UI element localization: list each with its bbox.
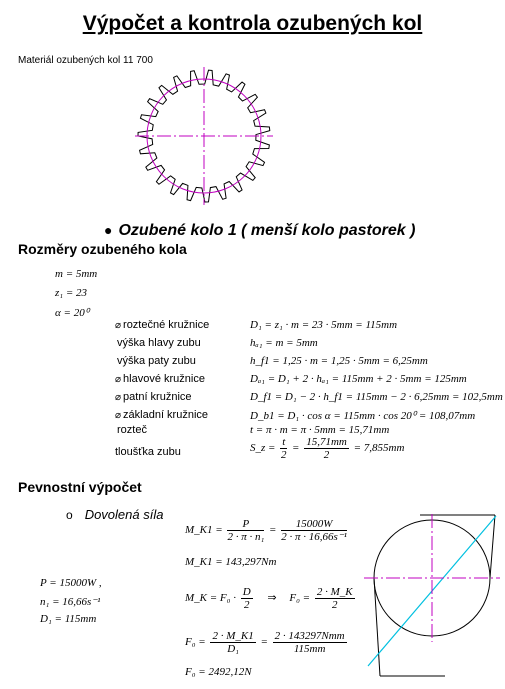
dim-row-label: ⌀ patní kružnice — [115, 391, 192, 403]
dim-row-label: rozteč — [117, 424, 147, 436]
dim-row-label: ⌀ roztečné kružnice — [115, 319, 210, 331]
dim-row-formula: D₁ = z₁ · m = 23 · 5mm = 115mm — [250, 319, 398, 331]
material-text: Materiál ozubených kol 11 700 — [18, 55, 153, 66]
dim-row-label: výška hlavy zubu — [117, 337, 201, 349]
force-result: F₀ = 2492,12N — [185, 666, 252, 678]
dim-row-formula: D_b1 = D₁ · cos α = 115mm · cos 20⁰ = 108,07mm — [250, 410, 476, 422]
sub-heading — [66, 506, 163, 524]
given-power: P = 15000W , — [40, 577, 102, 589]
force-diagram — [360, 512, 500, 682]
param-module: m = 5mm — [55, 268, 98, 280]
sub-heading-text: Dovolená síla — [84, 507, 164, 522]
torque-formula: M_K1 = $\frac{P}{\text{2 · π · n₁}}$ = $\frac{15000W}{\text{2 · π · 16,66s⁻¹}}$ — [185, 518, 347, 543]
force-diagram-right-edge — [490, 515, 495, 578]
dim-row-formula: Dₐ₁ = D₁ + 2 · hₐ₁ = 115mm + 2 · 5mm = 125mm — [250, 373, 467, 385]
gear-heading-text: Ozubené kolo 1 ( menší kolo pastorek ) — [118, 222, 416, 239]
force-diagram-left-edge — [374, 578, 380, 676]
given-speed: n₁ = 16,66s⁻¹ — [40, 596, 101, 608]
sub-bullet: o — [66, 508, 73, 522]
gear-drawing — [135, 67, 273, 205]
page-title: Výpočet a kontrola ozubených kol — [82, 12, 423, 35]
dim-row-label: výška paty zubu — [117, 355, 196, 367]
dim-row-label: ⌀ hlavové kružnice — [115, 373, 205, 385]
dim-row-label: ⌀ základní kružnice — [115, 409, 209, 421]
dim-row-formula: t = π · m = π · 5mm = 15,71mm — [250, 424, 390, 436]
thickness-formula: S_z = $\frac{t}{2}$ = $\frac{15,71mm}{2}$ = 7,855mm — [250, 436, 405, 461]
given-diameter: D₁ = 115mm — [40, 613, 97, 625]
torque-result: M_K1 = 143,297Nm — [185, 556, 277, 568]
force-relation: M_K = F₀ · $\frac{D}{2}$ ⇒ F₀ = $\frac{2 \cdot M\_K}{2}$ — [185, 586, 353, 611]
force-calc: F₀ = $\frac{2 \cdot M\_K1}{\text{D₁}}$ = $\frac{\text{2 · 143297Nmm}}{115mm}$ — [185, 630, 345, 655]
dim-row-formula: D_f1 = D₁ − 2 · h_f1 = 115mm − 2 · 6,25mm = 102,5mm — [250, 391, 503, 403]
thickness-label: tloušťka zubu — [115, 446, 181, 458]
gear-heading — [104, 222, 415, 240]
param-angle: α = 20⁰ — [55, 307, 90, 319]
dim-row-formula: h_f1 = 1,25 · m = 1,25 · 5mm = 6,25mm — [250, 355, 428, 367]
dim-row-formula: hₐ₁ = m = 5mm — [250, 337, 318, 349]
strength-heading: Pevnostní výpočet — [18, 479, 142, 495]
bullet-dot: ● — [104, 222, 113, 238]
dimensions-heading: Rozměry ozubeného kola — [18, 241, 187, 257]
param-teeth: z₁ = 23 — [55, 287, 88, 299]
